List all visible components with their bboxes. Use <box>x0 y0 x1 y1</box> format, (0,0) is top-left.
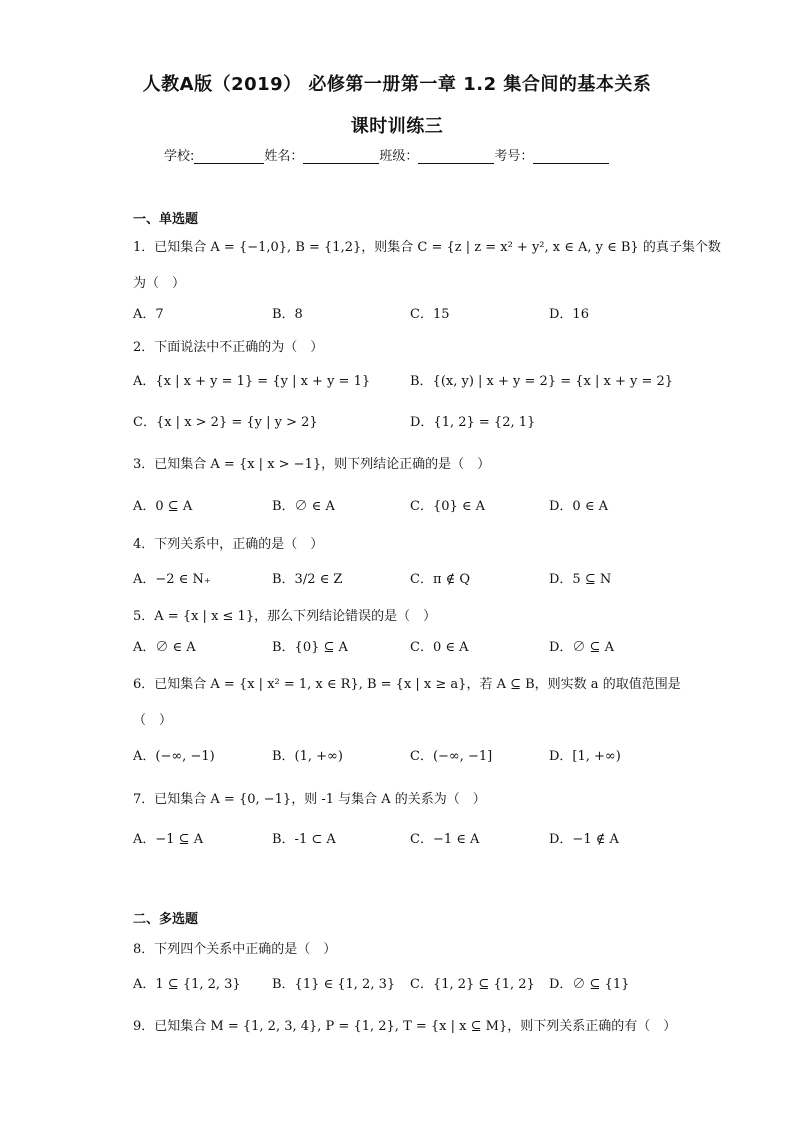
question-3-stem: 3．已知集合 A = {x | x > −1}，则下列结论正确的是（ ） <box>133 457 491 472</box>
name-field[interactable] <box>303 149 379 164</box>
question-4-option-c[interactable]: C．π ∉ Q <box>410 572 471 587</box>
question-1-option-a[interactable]: A．7 <box>133 307 164 322</box>
question-4-option-b[interactable]: B．3/2 ∈ Z <box>272 572 343 587</box>
student-info-row <box>164 145 609 164</box>
section-single-choice: 一、单选题 <box>133 212 199 227</box>
question-7-stem: 7．已知集合 A = {0, −1}，则 -1 与集合 A 的关系为（ ） <box>133 792 486 807</box>
question-5-option-b[interactable]: B．{0} ⊆ A <box>272 640 348 655</box>
question-2-stem: 2．下面说法中不正确的为（ ） <box>133 340 324 355</box>
number-label: 考号： <box>494 149 534 164</box>
document-title: 人教A版（2019） 必修第一册第一章 1.2 集合间的基本关系 <box>142 74 652 95</box>
question-7-option-c[interactable]: C．−1 ∈ A <box>410 832 480 847</box>
question-1-option-d[interactable]: D．16 <box>549 307 589 322</box>
question-8-option-a[interactable]: A．1 ⊆ {1, 2, 3} <box>133 977 241 992</box>
school-field[interactable] <box>194 149 264 164</box>
question-8-option-d[interactable]: D．∅ ⊆ {1} <box>549 977 630 992</box>
question-7-option-a[interactable]: A．−1 ⊆ A <box>133 832 204 847</box>
question-1-stem-cont: 为（ ） <box>133 276 186 291</box>
question-7-option-d[interactable]: D．−1 ∉ A <box>549 832 619 847</box>
section-multiple-choice: 二、多选题 <box>133 912 199 927</box>
question-5-stem: 5．A = {x | x ≤ 1}，那么下列结论错误的是（ ） <box>133 609 437 624</box>
document-subtitle: 课时训练三 <box>350 116 444 137</box>
question-4-option-a[interactable]: A．−2 ∈ N₊ <box>133 572 211 587</box>
question-8-stem: 8．下列四个关系中正确的是（ ） <box>133 942 337 957</box>
question-2-option-b[interactable]: B．{(x, y) | x + y = 2} = {x | x + y = 2} <box>410 374 674 389</box>
question-7-option-b[interactable]: B．-1 ⊂ A <box>272 832 336 847</box>
question-3-option-c[interactable]: C．{0} ∈ A <box>410 499 486 514</box>
question-6-option-b[interactable]: B．(1, +∞) <box>272 749 343 764</box>
school-label: 学校: <box>164 149 195 164</box>
class-label: 班级： <box>379 149 419 164</box>
question-2-option-c[interactable]: C．{x | x > 2} = {y | y > 2} <box>133 415 318 430</box>
name-label: 姓名： <box>264 149 304 164</box>
question-6-stem-cont: （ ） <box>133 713 173 728</box>
class-field[interactable] <box>418 149 494 164</box>
question-8-option-b[interactable]: B．{1} ∈ {1, 2, 3} <box>272 977 396 992</box>
question-3-option-b[interactable]: B．∅ ∈ A <box>272 499 335 514</box>
question-3-option-d[interactable]: D．0 ∈ A <box>549 499 608 514</box>
question-5-option-a[interactable]: A．∅ ∈ A <box>133 640 196 655</box>
question-5-option-c[interactable]: C．0 ∈ A <box>410 640 469 655</box>
question-4-stem: 4．下列关系中，正确的是（ ） <box>133 537 324 552</box>
question-6-stem: 6．已知集合 A = {x | x² = 1, x ∈ R}, B = {x | x ≥ a}，若 A ⊆ B，则实数 a 的取值范围是 <box>133 677 681 692</box>
question-2-option-d[interactable]: D．{1, 2} = {2, 1} <box>410 415 536 430</box>
question-6-option-d[interactable]: D．[1, +∞) <box>549 749 621 764</box>
question-4-option-d[interactable]: D．5 ⊆ N <box>549 572 612 587</box>
question-5-option-d[interactable]: D．∅ ⊆ A <box>549 640 614 655</box>
question-1-option-c[interactable]: C．15 <box>410 307 450 322</box>
question-8-option-c[interactable]: C．{1, 2} ⊆ {1, 2} <box>410 977 535 992</box>
question-6-option-c[interactable]: C．(−∞, −1] <box>410 749 493 764</box>
question-9-stem: 9．已知集合 M = {1, 2, 3, 4}, P = {1, 2}, T = {x | x ⊆ M}，则下列关系正确的有（ ） <box>133 1019 677 1034</box>
question-2-option-a[interactable]: A．{x | x + y = 1} = {y | x + y = 1} <box>133 374 371 389</box>
question-1-stem: 1．已知集合 A = {−1,0}, B = {1,2}，则集合 C = {z | z = x² + y², x ∈ A, y ∈ B} 的真子集个数 <box>133 240 721 255</box>
question-6-option-a[interactable]: A．(−∞, −1) <box>133 749 215 764</box>
number-field[interactable] <box>533 149 609 164</box>
question-1-option-b[interactable]: B．8 <box>272 307 303 322</box>
question-3-option-a[interactable]: A．0 ⊆ A <box>133 499 193 514</box>
